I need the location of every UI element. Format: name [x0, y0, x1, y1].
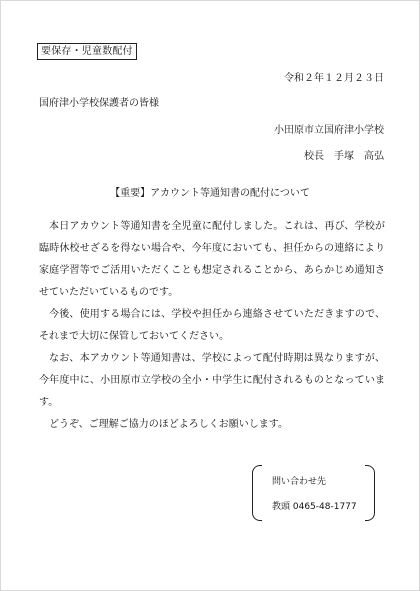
right-bracket — [365, 465, 375, 521]
body-paragraph: 本日アカウント等通知書を全児童に配付しました。これは、再び、学校が臨時休校せざるを得ない場合や、今年度においても、担任からの連絡により家庭学習等でご活用いただくことも想定されることから、あらかじめ通知させていただいているものです。 — [39, 221, 385, 298]
sender-principal: 校長 手塚 高弘 — [304, 151, 384, 162]
addressee: 国府津小学校保護者の皆様 — [39, 98, 159, 109]
left-bracket — [252, 465, 262, 521]
contact-box — [252, 465, 375, 521]
sender-school: 小田原市立国府津小学校 — [274, 125, 384, 136]
notice-tag: 要保存・児童数配付 — [37, 43, 137, 60]
contact-phone: 教頭 0465-48-1777 — [272, 502, 357, 512]
document-body — [39, 216, 385, 436]
body-paragraph: なお、本アカウント等通知書は、学校によって配付時期は異なりますが、今年度中に、小田原市立学校の全小・中学生に配付されるものとなっています。 — [39, 353, 385, 408]
body-paragraph: どうぞ、ご理解ご協力のほどよろしくお願いします。 — [49, 419, 288, 430]
document-date: 令和２年１２月２３日 — [284, 73, 384, 84]
document-title: 【重要】アカウント等通知書の配付について — [110, 188, 310, 199]
body-paragraph: 今後、使用する場合には、学校や担任から連絡させていただきますので、それまで大切に保管しておいてください。 — [39, 309, 385, 342]
contact-label: 問い合わせ先 — [272, 477, 327, 487]
